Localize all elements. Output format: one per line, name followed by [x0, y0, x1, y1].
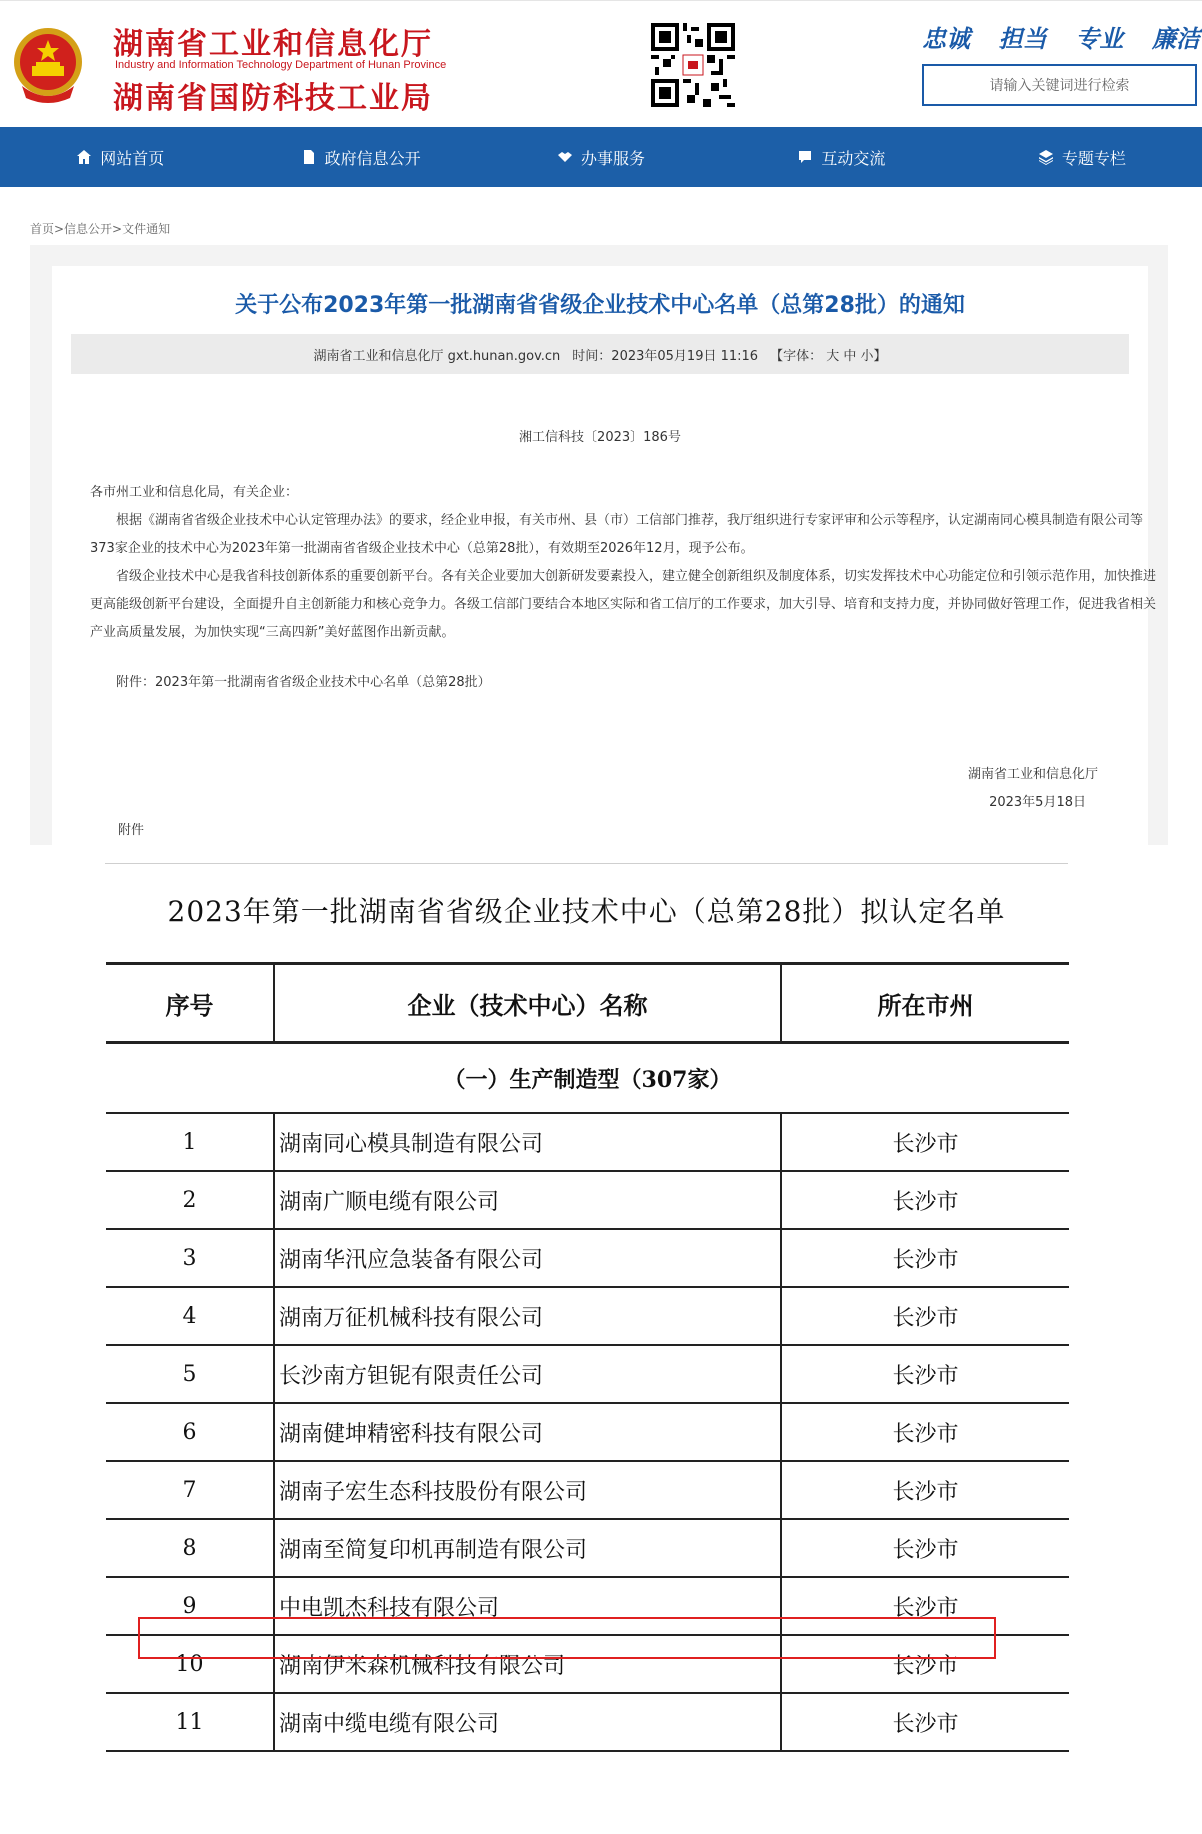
table-row	[106, 1171, 1069, 1229]
paragraph-1: 根据《湖南省省级企业技术中心认定管理办法》的要求，经企业申报，有关市州、县（市）工信部门推荐，我厅组织进行专家评审和公示等程序，认定湖南同心模具制造有限公司等373家企业的技术中心为2023年第一批湖南省省级企业技术中心（总第28批），有效期至2026年12月，现予公布。	[90, 513, 1144, 556]
row-serial: 5	[106, 1345, 274, 1403]
nav-item-label: 办事服务	[581, 148, 646, 168]
row-enterprise-name: 湖南华汛应急装备有限公司	[274, 1229, 781, 1287]
document-icon	[301, 149, 317, 165]
qr-code-icon	[651, 23, 735, 107]
row-enterprise-name: 湖南广顺电缆有限公司	[274, 1171, 781, 1229]
row-enterprise-name: 湖南万征机械科技有限公司	[274, 1287, 781, 1345]
row-enterprise-name: 中电凯杰科技有限公司	[274, 1577, 781, 1635]
site-title-english: Industry and Information Technology Department of Hunan Province	[115, 59, 447, 71]
highlight-box	[138, 1617, 996, 1659]
slogan-3: 专业	[1075, 25, 1124, 53]
paragraph-2: 省级企业技术中心是我省科技创新体系的重要创新平台。各有关企业要加大创新研发要素投入，建立健全创新组织及制度体系，切实发挥技术中心功能定位和引领示范作用，加快推进更高能级创新平台建设，全面提升自主创新能力和核心竞争力。各级工信部门要结合本地区实际和省工信厅的工作要求，加大引导、培育和支持力度，并协同做好管理工作，促进我省相关产业高质量发展，为加快实现“三高四新”美好蓝图作出新贡献。	[90, 569, 1157, 640]
row-city: 长沙市	[781, 1577, 1069, 1635]
row-serial: 10	[106, 1635, 274, 1693]
table-row	[106, 1461, 1069, 1519]
national-emblem-icon	[12, 26, 84, 104]
meta-time: 时间：2023年05月19日 11:16	[572, 348, 759, 364]
home-icon	[76, 149, 92, 165]
article-title: 关于公布2023年第一批湖南省省级企业技术中心名单（总第28批）的通知	[235, 293, 965, 318]
nav-item-home[interactable]	[0, 127, 240, 187]
nav-item-services[interactable]	[481, 127, 721, 187]
meta-source: 湖南省工业和信息化厅 gxt.hunan.gov.cn	[313, 348, 561, 364]
layers-icon	[1038, 149, 1054, 165]
row-serial: 1	[106, 1113, 274, 1171]
site-title-primary: 湖南省工业和信息化厅	[113, 27, 433, 62]
row-city: 长沙市	[781, 1461, 1069, 1519]
row-enterprise-name: 湖南同心模具制造有限公司	[274, 1113, 781, 1171]
header-enterprise-name: 企业（技术中心）名称	[274, 964, 781, 1043]
nav-item-label: 网站首页	[100, 148, 165, 168]
row-serial: 2	[106, 1171, 274, 1229]
row-serial: 9	[106, 1577, 274, 1635]
site-title-secondary: 湖南省国防科技工业局	[113, 81, 433, 116]
row-city: 长沙市	[781, 1229, 1069, 1287]
row-enterprise-name: 湖南伊米森机械科技有限公司	[274, 1635, 781, 1693]
row-city: 长沙市	[781, 1345, 1069, 1403]
table-row	[106, 1519, 1069, 1577]
row-city: 长沙市	[781, 1693, 1069, 1751]
header-serial: 序号	[106, 964, 274, 1043]
row-enterprise-name: 湖南子宏生态科技股份有限公司	[274, 1461, 781, 1519]
slogan-2: 担当	[998, 25, 1047, 53]
search-input[interactable]	[922, 64, 1197, 106]
search-placeholder: 请输入关键词进行检索	[989, 78, 1130, 94]
row-enterprise-name: 湖南中缆电缆有限公司	[274, 1693, 781, 1751]
row-enterprise-name: 湖南至简复印机再制造有限公司	[274, 1519, 781, 1577]
row-enterprise-name: 湖南健坤精密科技有限公司	[274, 1403, 781, 1461]
row-city: 长沙市	[781, 1403, 1069, 1461]
chat-icon	[797, 149, 813, 165]
nav-item-gov-info[interactable]	[240, 127, 480, 187]
main-nav	[0, 127, 1202, 187]
article-meta	[71, 334, 1129, 374]
signature-date: 2023年5月18日	[989, 795, 1086, 810]
row-serial: 4	[106, 1287, 274, 1345]
row-city: 长沙市	[781, 1635, 1069, 1693]
row-city: 长沙市	[781, 1113, 1069, 1171]
table-header-row	[106, 964, 1069, 1043]
row-enterprise-name: 长沙南方钽铌有限责任公司	[274, 1345, 781, 1403]
row-serial: 7	[106, 1461, 274, 1519]
handshake-icon	[557, 149, 573, 165]
table-row	[106, 1345, 1069, 1403]
row-serial: 11	[106, 1693, 274, 1751]
document-number: 湘工信科技〔2023〕186号	[519, 430, 681, 445]
signature-organization: 湖南省工业和信息化厅	[967, 767, 1098, 782]
table-row	[106, 1693, 1069, 1751]
row-serial: 8	[106, 1519, 274, 1577]
list-title: 2023年第一批湖南省省级企业技术中心（总第28批）拟认定名单	[167, 895, 1006, 928]
slogan-1: 忠诚	[922, 25, 970, 53]
table-row	[106, 1113, 1069, 1171]
nav-item-label: 政府信息公开	[324, 148, 421, 168]
nav-item-topics[interactable]	[962, 127, 1202, 187]
table-row	[106, 1403, 1069, 1461]
salutation: 各市州工业和信息化局，有关企业：	[90, 485, 299, 500]
row-city: 长沙市	[781, 1519, 1069, 1577]
row-city: 长沙市	[781, 1171, 1069, 1229]
header-city: 所在市州	[781, 964, 1069, 1043]
scan-divider	[105, 863, 1068, 864]
table-row	[106, 1229, 1069, 1287]
row-city: 长沙市	[781, 1287, 1069, 1345]
nav-item-label: 专题专栏	[1061, 148, 1126, 168]
table-row	[106, 1287, 1069, 1345]
site-header	[0, 0, 1202, 128]
section-label: （一）生产制造型（307家）	[106, 1043, 1069, 1114]
article-container	[52, 266, 1157, 845]
breadcrumb[interactable]: 首页>信息公开>文件通知	[30, 222, 171, 236]
font-size-control[interactable]: 【字体： 大 中 小】	[770, 348, 887, 364]
nav-item-label: 互动交流	[821, 148, 886, 168]
nav-item-interaction[interactable]	[721, 127, 961, 187]
attachment-link[interactable]: 附件：2023年第一批湖南省省级企业技术中心名单（总第28批）	[116, 675, 491, 690]
row-serial: 3	[106, 1229, 274, 1287]
row-serial: 6	[106, 1403, 274, 1461]
section-row	[106, 1043, 1069, 1114]
attachment-label: 附件	[118, 823, 145, 838]
slogan-4: 廉洁	[1151, 25, 1200, 53]
slogan-group	[922, 19, 1200, 54]
